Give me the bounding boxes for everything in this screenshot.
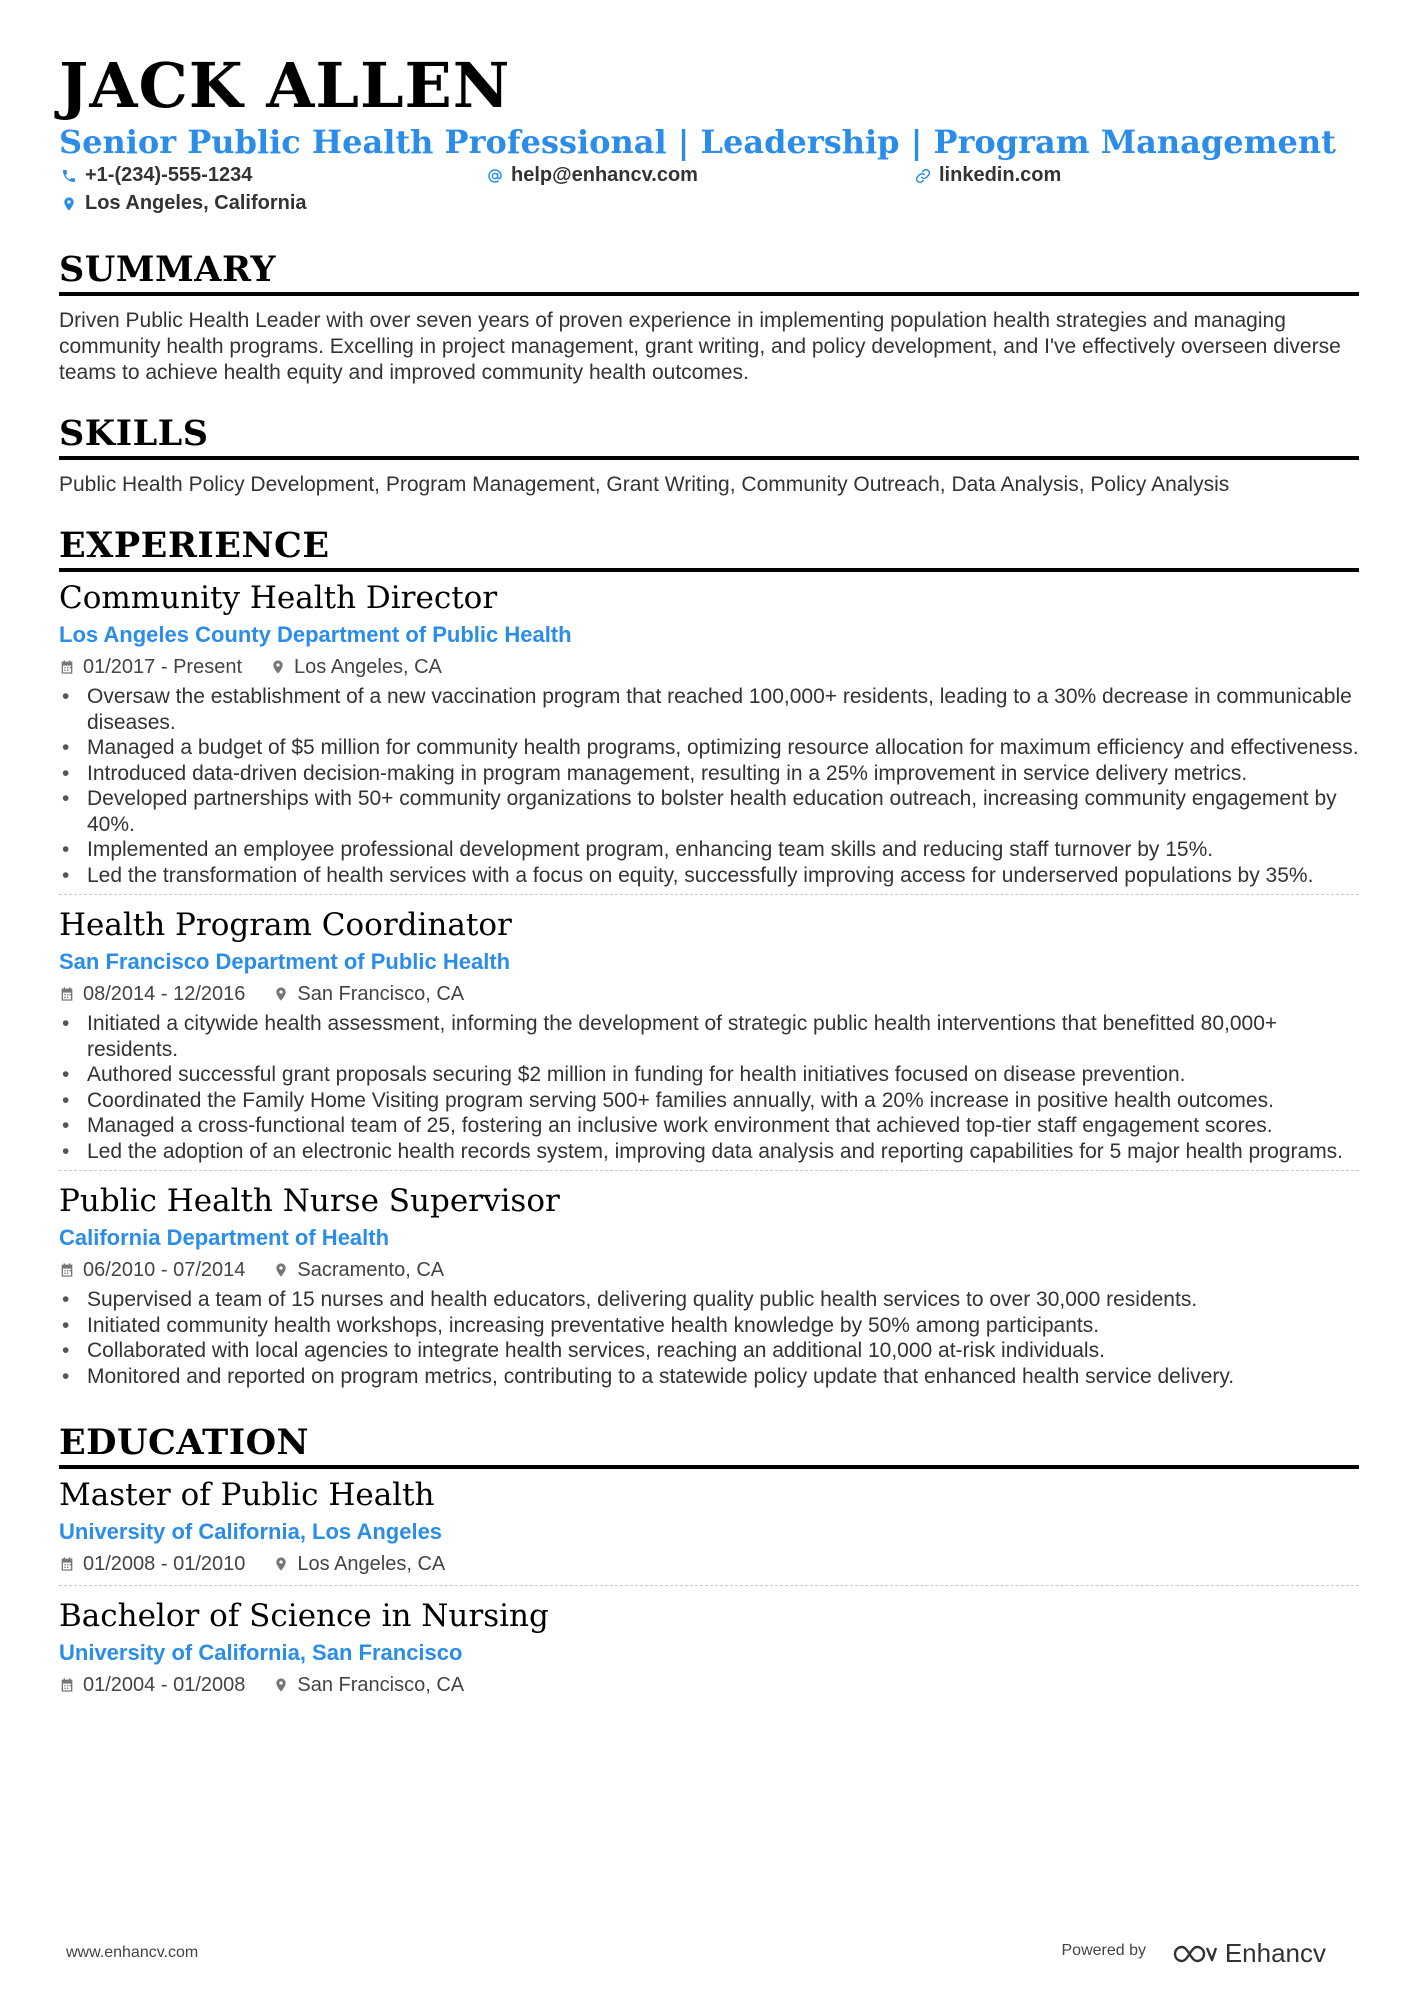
job-meta <box>59 979 1359 1009</box>
job-meta <box>59 1255 1359 1285</box>
phone-icon <box>61 168 77 184</box>
footer-powered-by: Powered by <box>1061 1942 1146 1959</box>
education-entry <box>59 1585 1359 1706</box>
job-location-text: San Francisco, CA <box>297 983 465 1005</box>
contact-location <box>61 192 307 215</box>
resume-page <box>59 48 1359 1706</box>
bullet-item: • Initiated community health workshops, increasing preventative health knowledge by 50% among participants. <box>59 1313 1359 1339</box>
bullet-item: • Implemented an employee professional development program, enhancing team skills and reducing staff turnover by 15%. <box>59 837 1359 863</box>
phone-text: +1-(234)-555-1234 <box>85 164 253 186</box>
candidate-headline: Senior Public Health Professional | Leadership | Program Management <box>59 123 1336 161</box>
bullet-item: • Led the transformation of health services with a focus on equity, successfully improving access for underserved populations by 35%. <box>59 863 1359 889</box>
experience-entry <box>59 894 1359 1170</box>
job-location-text: Los Angeles, CA <box>294 656 442 678</box>
calendar-icon <box>59 1556 75 1572</box>
school-name: University of California, Los Angeles <box>59 1519 443 1544</box>
school-name: University of California, San Francisco <box>59 1640 463 1665</box>
skills-title: SKILLS <box>59 412 1359 460</box>
education-location-text: Los Angeles, CA <box>297 1553 446 1575</box>
job-title: Health Program Coordinator <box>59 907 512 943</box>
bullet-item: • Supervised a team of 15 nurses and health educators, delivering quality public health services to over 30,000 residents. <box>59 1287 1359 1313</box>
job-location-text: Sacramento, CA <box>297 1259 445 1281</box>
location-pin-icon <box>273 986 289 1002</box>
company-name: California Department of Health <box>59 1225 390 1250</box>
job-meta <box>59 652 1359 682</box>
company-name: San Francisco Department of Public Health <box>59 949 511 974</box>
bullet-item: • Led the adoption of an electronic health records system, improving data analysis and reporting capabilities for 5 major health programs. <box>59 1139 1359 1165</box>
bullet-item: • Developed partnerships with 50+ community organizations to bolster health education outreach, increasing community engagement by 40%. <box>59 786 1359 837</box>
link-icon <box>915 168 931 184</box>
education-meta <box>59 1670 1359 1700</box>
job-dates: 06/2010 - 07/2014 <box>83 1259 246 1281</box>
bullet-item: • Managed a cross-functional team of 25, fostering an inclusive work environment that achieved top-tier staff engagement scores. <box>59 1113 1359 1139</box>
location-pin-icon <box>273 1677 289 1693</box>
education-section <box>59 1421 1359 1706</box>
calendar-icon <box>59 659 75 675</box>
location-pin-icon <box>273 1556 289 1572</box>
location-pin-icon <box>273 1262 289 1278</box>
location-text: Los Angeles, California <box>85 192 307 214</box>
summary-section <box>59 248 1359 386</box>
bullet-item: • Initiated a citywide health assessment, informing the development of strategic public health interventions that benefitted 80,000+ residents. <box>59 1011 1359 1062</box>
page-footer <box>66 1938 1346 1972</box>
experience-entry <box>59 578 1359 894</box>
education-dates: 01/2004 - 01/2008 <box>83 1674 246 1696</box>
bullet-item: • Coordinated the Family Home Visiting program serving 500+ families annually, with a 20% increase in positive health outcomes. <box>59 1088 1359 1114</box>
experience-entry <box>59 1170 1359 1395</box>
skills-text: Public Health Policy Development, Program Management, Grant Writing, Community Outreach, Data Analysis, Policy Analysis <box>59 473 1230 496</box>
job-location <box>270 652 442 682</box>
location-pin-icon <box>61 196 77 212</box>
bullet-item: • Authored successful grant proposals securing $2 million in funding for health initiatives focused on disease prevention. <box>59 1062 1359 1088</box>
footer-brand[interactable] <box>1171 1938 1326 1969</box>
email-text: help@enhancv.com <box>511 164 698 186</box>
location-pin-icon <box>270 659 286 675</box>
education-entry <box>59 1475 1359 1585</box>
calendar-icon <box>59 1677 75 1693</box>
linkedin-text: linkedin.com <box>939 164 1062 186</box>
candidate-name: JACK ALLEN <box>59 49 511 122</box>
contact-email[interactable] <box>487 164 698 187</box>
calendar-icon <box>59 1262 75 1278</box>
education-location <box>273 1670 464 1700</box>
education-dates: 01/2008 - 01/2010 <box>83 1553 246 1575</box>
job-location <box>273 1255 444 1285</box>
bullet-item: • Managed a budget of $5 million for community health programs, optimizing resource allocation for maximum efficiency and effectiveness. <box>59 735 1359 761</box>
job-bullets <box>59 1287 1359 1389</box>
at-icon <box>487 168 503 184</box>
footer-brand-text: Enhancv <box>1224 1938 1326 1968</box>
bullet-item: • Introduced data-driven decision-making in program management, resulting in a 25% improvement in service delivery metrics. <box>59 761 1359 787</box>
calendar-icon <box>59 986 75 1002</box>
bullet-item: • Oversaw the establishment of a new vaccination program that reached 100,000+ residents, leading to a 30% decrease in communicable diseases. <box>59 684 1359 735</box>
company-name: Los Angeles County Department of Public Health <box>59 622 572 647</box>
education-location <box>273 1549 445 1579</box>
contact-phone[interactable] <box>61 164 252 187</box>
job-bullets <box>59 1011 1359 1164</box>
summary-text: Driven Public Health Leader with over seven years of proven experience in implementing population health strategies and managing community health programs. Excelling in project management, grant writing, and policy development, and I've effectively overseen diverse teams to achieve health equity and improved community health outcomes. <box>59 309 1341 384</box>
contact-linkedin[interactable] <box>915 164 1061 187</box>
job-location <box>273 979 464 1009</box>
education-meta <box>59 1549 1359 1579</box>
skills-section <box>59 412 1359 498</box>
summary-title: SUMMARY <box>59 248 1359 296</box>
job-title: Public Health Nurse Supervisor <box>59 1183 560 1219</box>
experience-section <box>59 524 1359 1395</box>
footer-site-link[interactable]: www.enhancv.com <box>66 1944 199 1961</box>
degree-title: Master of Public Health <box>59 1477 435 1513</box>
job-title: Community Health Director <box>59 580 498 616</box>
job-dates: 08/2014 - 12/2016 <box>83 983 246 1005</box>
education-title: EDUCATION <box>59 1421 1359 1469</box>
degree-title: Bachelor of Science in Nursing <box>59 1598 549 1634</box>
experience-title: EXPERIENCE <box>59 524 1359 572</box>
education-location-text: San Francisco, CA <box>297 1674 465 1696</box>
contact-info <box>59 164 1359 222</box>
enhancv-logo-icon <box>1171 1942 1217 1966</box>
job-dates: 01/2017 - Present <box>83 656 242 678</box>
bullet-item: • Collaborated with local agencies to integrate health services, reaching an additional 10,000 at-risk individuals. <box>59 1338 1359 1364</box>
bullet-item: • Monitored and reported on program metrics, contributing to a statewide policy update that enhanced health service delivery. <box>59 1364 1359 1390</box>
job-bullets <box>59 684 1359 888</box>
